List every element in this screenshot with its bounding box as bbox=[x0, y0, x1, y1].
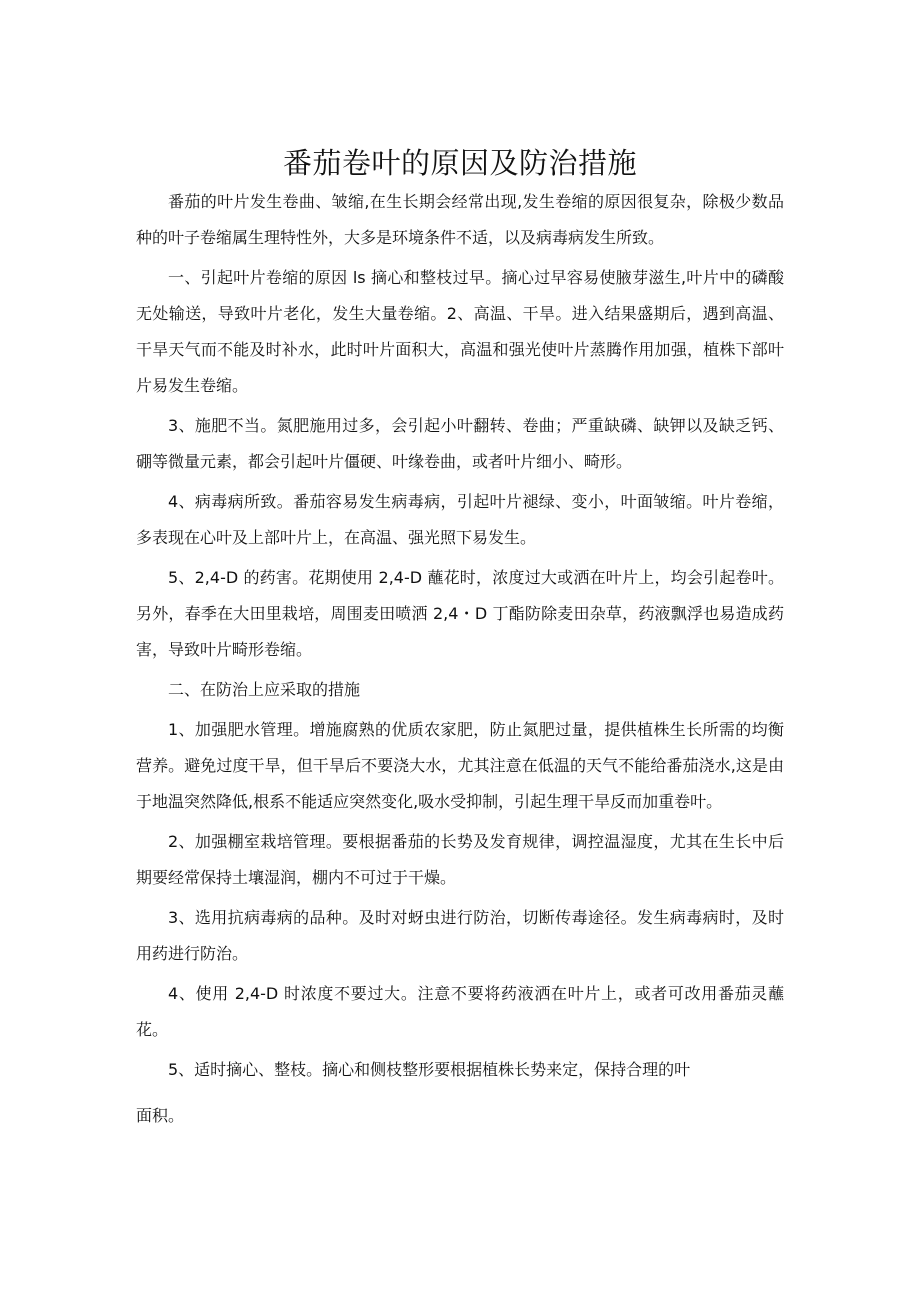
paragraph-cause-5: 5、2,4-D 的药害。花期使用 2,4-D 蘸花时，浓度过大或洒在叶片上，均会引起卷叶。另外，春季在大田里栽培，周围麦田喷洒 2,4・D 丁酯防除麦田杂草，药液飘浮也易造成药害，导致叶片畸形卷缩。 bbox=[136, 568, 784, 659]
paragraph-cause-1-2: 一、引起叶片卷缩的原因 ls 摘心和整枝过早。摘心过早容易使腋芽滋生,叶片中的磷酸无处输送，导致叶片老化，发生大量卷缩。2、高温、干旱。进入结果盛期后，遇到高温、干旱天气而不能及时补水，此时叶片面积大，高温和强光使叶片蒸腾作用加强，植株下部叶片易发生卷缩。 bbox=[136, 268, 784, 395]
paragraph-cause-4: 4、病毒病所致。番茄容易发生病毒病，引起叶片褪绿、变小，叶面皱缩。叶片卷缩，多表现在心叶及上部叶片上，在高温、强光照下易发生。 bbox=[136, 492, 784, 547]
paragraph-measure-2: 2、加强棚室栽培管理。要根据番茄的长势及发育规律，调控温湿度，尤其在生长中后期要经常保持土壤湿润，棚内不可过于干燥。 bbox=[136, 832, 784, 887]
paragraph-measure-3: 3、选用抗病毒病的品种。及时对蚜虫进行防治，切断传毒途径。发生病毒病时，及时用药进行防治。 bbox=[136, 908, 784, 963]
section-heading-measures: 二、在防治上应采取的措施 bbox=[168, 680, 361, 699]
document-title: 番茄卷叶的原因及防治措施 bbox=[282, 146, 637, 181]
paragraph-measure-5: 5、适时摘心、整枝。摘心和侧枝整形要根据植株长势来定，保持合理的叶 bbox=[168, 1060, 691, 1079]
paragraph-measure-1: 1、加强肥水管理。增施腐熟的优质农家肥，防止氮肥过量，提供植株生长所需的均衡营养。避免过度干旱，但干旱后不要浇大水，尤其注意在低温的天气不能给番茄浇水,这是由于地温突然降低,根系不能适应突然变化,吸水受抑制，引起生理干旱反而加重卷叶。 bbox=[136, 720, 784, 811]
paragraph-measure-4: 4、使用 2,4-D 时浓度不要过大。注意不要将药液洒在叶片上，或者可改用番茄灵蘸花。 bbox=[136, 984, 784, 1039]
paragraph-cause-3: 3、施肥不当。氮肥施用过多，会引起小叶翻转、卷曲；严重缺磷、缺钾以及缺乏钙、硼等微量元素，都会引起叶片僵硬、叶缘卷曲，或者叶片细小、畸形。 bbox=[136, 416, 784, 471]
document-body bbox=[136, 184, 784, 1138]
paragraph-measure-5-continued: 面积。 bbox=[136, 1106, 185, 1125]
paragraph-intro: 番茄的叶片发生卷曲、皱缩,在生长期会经常出现,发生卷缩的原因很复杂，除极少数品种的叶子卷缩属生理特性外，大多是环境条件不适，以及病毒病发生所致。 bbox=[136, 192, 784, 247]
